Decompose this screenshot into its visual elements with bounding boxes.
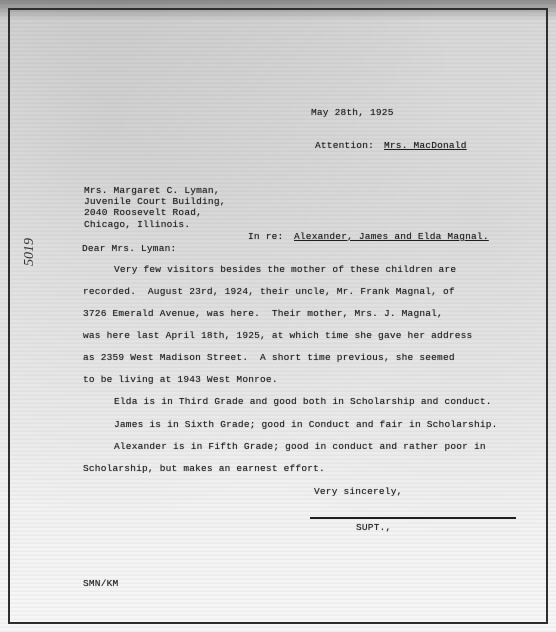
re-subject: Alexander, James and Elda Magnal. [294,231,489,242]
recipient-line-2: Juvenile Court Building, [84,196,226,207]
body-line-3: 3726 Emerald Avenue, was here. Their mother, Mrs. J. Magnal, [83,308,443,319]
recipient-line-1: Mrs. Margaret C. Lyman, [84,185,220,196]
body-line-4: was here last April 18th, 1925, at which time she gave her address [83,330,473,341]
closing: Very sincerely, [314,486,403,497]
paragraph-4-line-2: Scholarship, but makes an earnest effort. [83,463,325,474]
signature-title: SUPT., [356,522,392,533]
letter-date: May 28th, 1925 [311,107,394,118]
body-line-2: recorded. August 23rd, 1924, their uncle, Mr. Frank Magnal, of [83,286,455,297]
paragraph-4-line-1: Alexander is in Fifth Grade; good in conduct and rather poor in [114,441,486,452]
recipient-line-3: 2040 Roosevelt Road, [84,207,203,218]
paragraph-2: Elda is in Third Grade and good both in Scholarship and conduct. [114,396,492,407]
body-line-1: Very few visitors besides the mother of these children are [114,264,457,275]
re-label: In re: [248,231,284,242]
handwritten-margin-number: 5019 [22,238,37,266]
attention-label: Attention: [315,140,375,151]
salutation: Dear Mrs. Lyman: [82,243,177,254]
recipient-line-4: Chicago, Illinois. [84,219,191,230]
body-line-6: to be living at 1943 West Monroe. [83,374,278,385]
body-line-5: as 2359 West Madison Street. A short time previous, she seemed [83,352,455,363]
signature-line [310,517,516,519]
initials: SMN/KM [83,578,119,589]
paragraph-3: James is in Sixth Grade; good in Conduct and fair in Scholarship. [114,419,498,430]
attention-name: Mrs. MacDonald [384,140,467,151]
